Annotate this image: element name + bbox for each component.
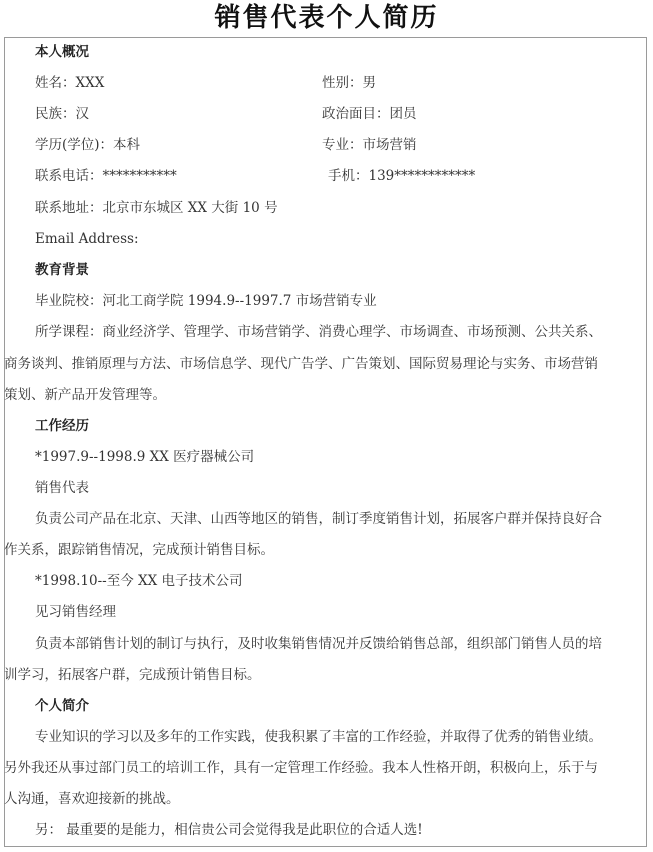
mobile-label: 手机：: [328, 168, 369, 184]
phone-label: 联系电话：: [35, 168, 103, 184]
job2-period: *1998.10--至今 XX 电子技术公司: [35, 573, 243, 589]
address-row: [35, 198, 278, 218]
job2-desc-line-1: 负责本部销售计划的制订与执行，及时收集销售情况并反馈给销售总部，组织部门销售人员的培: [35, 636, 602, 652]
gender-row: [322, 73, 376, 93]
politics-row: [322, 104, 417, 124]
job1-desc-line-1: 负责公司产品在北京、天津、山西等地区的销售，制订季度销售计划，拓展客户群并保持良好合: [35, 511, 602, 527]
education-level-row: [35, 135, 140, 155]
school-line: 毕业院校：河北工商学院 1994.9--1997.7 市场营销专业: [35, 293, 377, 309]
job2-desc-line-2: 训学习，拓展客户群，完成预计销售目标。: [4, 667, 261, 683]
courses-line-1: 所学课程：商业经济学、管理学、市场营销学、消费心理学、市场调查、市场预测、公共关系、: [35, 324, 602, 340]
courses-line-2: 商务谈判、推销原理与方法、市场信息学、现代广告学、广告策划、国际贸易理论与实务、市场营销: [4, 356, 598, 372]
gender-value: 男: [362, 75, 376, 91]
education-level-label: 学历(学位)：: [35, 137, 114, 153]
major-label: 专业：: [322, 137, 363, 153]
resume-frame: [4, 37, 647, 847]
education-heading: 教育背景: [35, 262, 89, 278]
email-label: Email Address:: [35, 231, 139, 247]
phone-row: [35, 166, 177, 186]
job1-period: *1997.9--1998.9 XX 医疗器械公司: [35, 449, 255, 465]
profile-heading: 个人简介: [35, 698, 89, 714]
gender-label: 性别：: [322, 75, 363, 91]
job2-title: 见习销售经理: [35, 604, 116, 620]
profile-line-2: 另外我还从事过部门员工的培训工作，具有一定管理工作经验。我本人性格开朗，积极向上，乐于与: [4, 760, 598, 776]
profile-closing: 另： 最重要的是能力，相信贵公司会觉得我是此职位的合适人选!: [35, 822, 423, 838]
job1-title: 销售代表: [35, 480, 89, 496]
job1-desc-line-2: 作关系，跟踪销售情况，完成预计销售目标。: [4, 542, 274, 558]
major-value: 市场营销: [362, 137, 417, 153]
address-label: 联系地址：: [35, 200, 103, 216]
ethnicity-row: [35, 104, 89, 124]
overview-heading: 本人概况: [35, 44, 89, 60]
major-row: [322, 135, 417, 155]
ethnicity-label: 民族：: [35, 106, 76, 122]
politics-value: 团员: [389, 106, 417, 122]
ethnicity-value: 汉: [75, 106, 89, 122]
politics-label: 政治面目：: [322, 106, 390, 122]
address-value: 北京市东城区 XX 大街 10 号: [102, 200, 278, 216]
name-label: 姓名：: [35, 75, 76, 91]
profile-line-3: 人沟通，喜欢迎接新的挑战。: [4, 791, 180, 807]
resume-title: 销售代表个人简历: [214, 3, 439, 33]
mobile-row: [328, 166, 475, 186]
phone-value: ***********: [102, 168, 177, 184]
work-heading: 工作经历: [35, 418, 89, 434]
education-level-value: 本科: [113, 137, 141, 153]
profile-line-1: 专业知识的学习以及多年的工作实践，使我积累了丰富的工作经验，并取得了优秀的销售业绩。: [35, 729, 602, 745]
name-value: XXX: [75, 75, 105, 91]
mobile-value: 139************: [368, 168, 476, 184]
name-row: [35, 73, 104, 93]
courses-line-3: 策划、新产品开发管理等。: [4, 387, 166, 403]
